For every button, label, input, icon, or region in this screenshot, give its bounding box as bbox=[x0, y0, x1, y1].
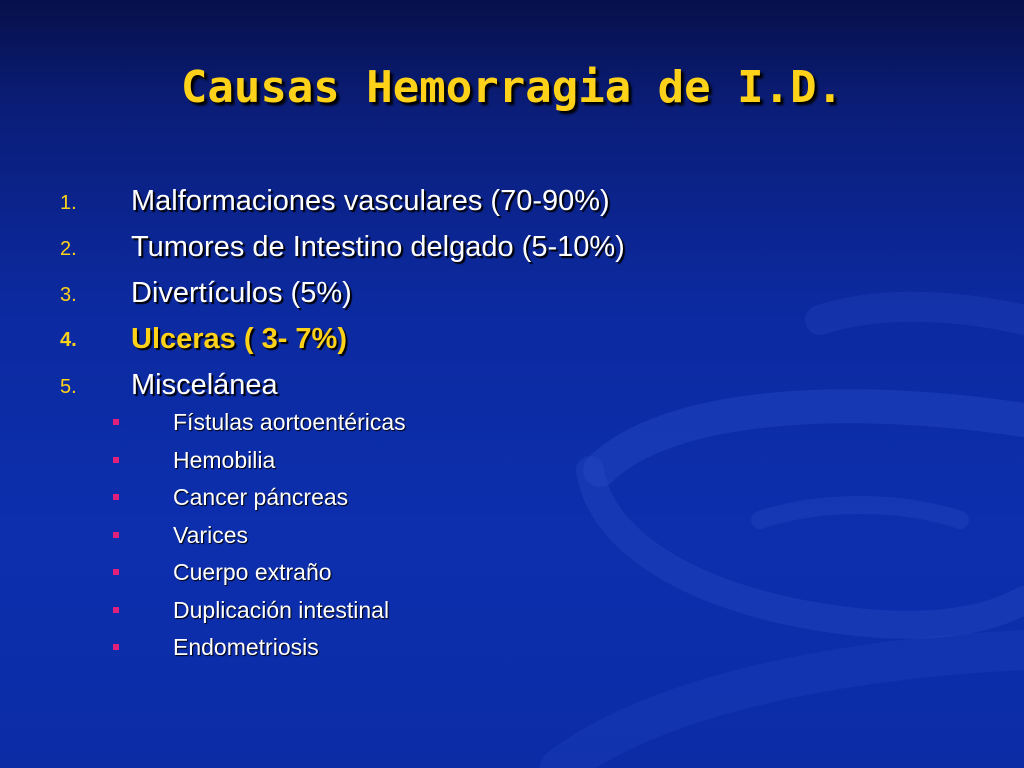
list-item-number: 3. bbox=[60, 284, 77, 306]
list-item-text: Malformaciones vasculares (70-90%) bbox=[131, 185, 610, 217]
sublist-item-text: Cancer páncreas bbox=[173, 484, 349, 510]
sublist-item-text: Fístulas aortoentéricas bbox=[173, 409, 406, 435]
sublist-item-text: Endometriosis bbox=[173, 634, 319, 660]
swirl-arc-1 bbox=[600, 406, 1024, 470]
list-item-text: Tumores de Intestino delgado (5-10%) bbox=[131, 231, 625, 263]
list-item-text: Ulceras ( 3- 7%) bbox=[131, 323, 347, 355]
sublist-item-text: Duplicación intestinal bbox=[173, 596, 390, 623]
square-bullet-icon bbox=[113, 532, 119, 538]
square-bullet-icon bbox=[113, 644, 119, 650]
list-item-number: 4. bbox=[60, 329, 77, 351]
square-bullet-icon bbox=[113, 457, 119, 463]
sublist-item-text: Varices bbox=[173, 521, 248, 548]
square-bullet-icon bbox=[113, 569, 119, 575]
list-item-number: 1. bbox=[60, 192, 77, 214]
list-item-text: Miscelánea bbox=[131, 369, 278, 401]
list-item-number: 5. bbox=[60, 376, 77, 398]
square-bullet-icon bbox=[113, 494, 119, 500]
slide-title: Causas Hemorragia de I.D. bbox=[180, 62, 844, 113]
swirl-arc-4 bbox=[560, 650, 1024, 768]
square-bullet-icon bbox=[113, 607, 119, 613]
square-bullet-icon bbox=[113, 419, 119, 425]
list-item-number: 2. bbox=[60, 238, 77, 260]
list-item-text: Divertículos (5%) bbox=[131, 277, 352, 309]
swirl-arc-3 bbox=[820, 307, 1024, 320]
swirl-arc-2 bbox=[590, 470, 1024, 625]
swirl-arc-5 bbox=[760, 505, 960, 520]
sublist-item-text: Cuerpo extraño bbox=[173, 559, 332, 585]
sublist-item-text: Hemobilia bbox=[173, 446, 276, 473]
